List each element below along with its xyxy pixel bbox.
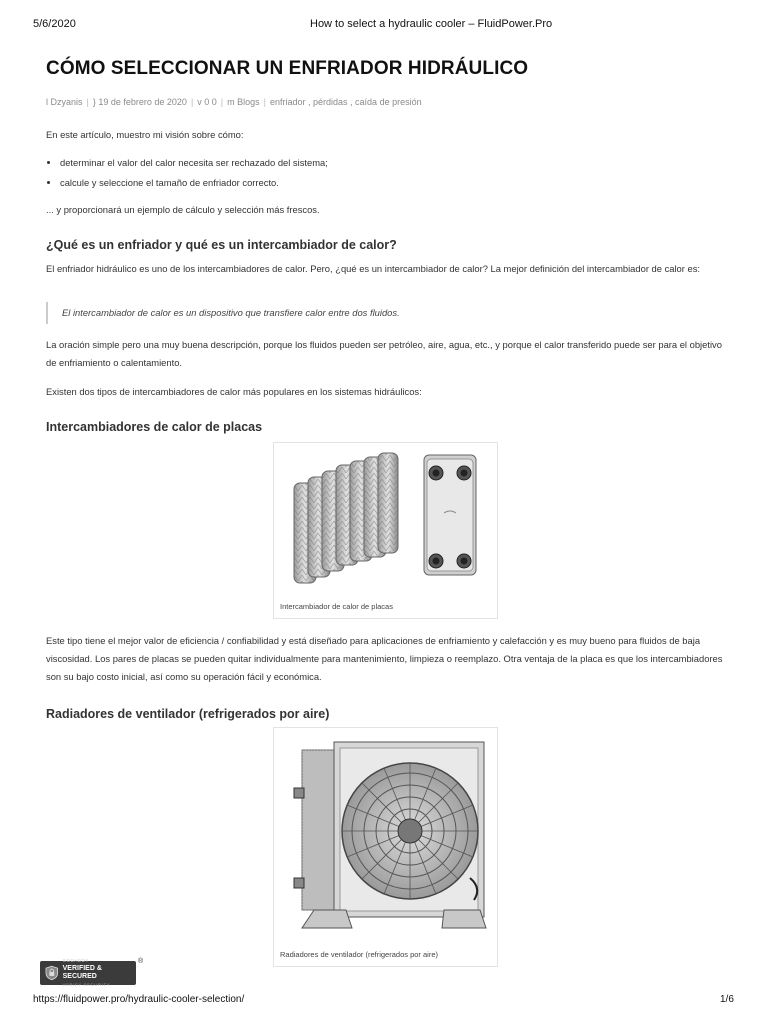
fan-radiator-image xyxy=(274,728,497,940)
types-intro-paragraph: Existen dos tipos de intercambiadores de calor más populares en los sistemas hidráulicos: xyxy=(46,386,422,397)
definition-paragraph: El enfriador hidráulico es uno de los intercambiadores de calor. Pero, ¿qué es un intercambiador de calor? La mejor definición del intercambiador de calor es: xyxy=(46,263,701,274)
section-heading-cooler: ¿Qué es un enfriador y qué es un intercambiador de calor? xyxy=(46,238,397,252)
print-date: 5/6/2020 xyxy=(33,18,76,30)
shield-icon xyxy=(45,965,59,981)
tag-links[interactable]: enfriador , pérdidas , caída de presión xyxy=(270,97,422,107)
badge-title: VERIFIED & SECURED xyxy=(62,965,102,980)
explanation-paragraph: La oración simple pero una muy buena descripción, porque los fluidos pueden ser petróleo, aire, agua, etc., y porque el calor transferido puede ser para el objetivo de enfriamiento o calentamiento. xyxy=(46,339,722,368)
meta-divider: | xyxy=(263,97,266,107)
intro-closing: ... y proporcionará un ejemplo de cálculo y selección más frescos. xyxy=(46,204,320,215)
badge-text xyxy=(63,957,136,989)
plate-exchanger-figure xyxy=(273,442,498,619)
list-item: • determinar el valor del calor necesita ser rechazado del sistema; xyxy=(60,153,726,173)
post-meta xyxy=(46,97,422,107)
section-heading-fan-radiators: Radiadores de ventilador (refrigerados por aire) xyxy=(46,707,330,721)
page-number: 1/6 xyxy=(720,994,734,1005)
author-link[interactable]: l Dzyanis xyxy=(46,97,83,107)
print-title: How to select a hydraulic cooler – FluidPower.Pro xyxy=(310,18,553,30)
figure-caption: Radiadores de ventilador (refrigerados por aire) xyxy=(280,950,438,959)
meta-divider: | xyxy=(220,97,224,107)
badge-subtitle: VERIFY SECURITY xyxy=(62,982,111,987)
definition-blockquote: El intercambiador de calor es un dispositivo que transfiere calor entre dos fluidos. xyxy=(46,302,722,324)
intro-paragraph: En este artículo, muestro mi visión sobre cómo: xyxy=(46,129,244,140)
intro-bullet-list xyxy=(46,153,726,193)
meta-divider: | xyxy=(190,97,194,107)
category-link[interactable]: m Blogs xyxy=(227,97,260,107)
print-url: https://fluidpower.pro/hydraulic-cooler-selection/ xyxy=(33,994,245,1005)
fan-radiator-figure xyxy=(273,727,498,967)
view-count: v 0 0 xyxy=(197,97,217,107)
meta-divider: | xyxy=(86,97,89,107)
post-date: } 19 de febrero de 2020 xyxy=(92,97,187,107)
plate-exchanger-paragraph: Este tipo tiene el mejor valor de eficiencia / confiabilidad y está diseñado para aplicaciones de enfriamiento y calefacción y es muy bueno para fluidos de baja viscosidad. Los pares de placas se pueden quitar individualmente para mantenimiento, limpieza o reemplazo. Otra ventaja de la placa es que los intercambiadores son su bajo costo inicial, así como su operación fácil y económica. xyxy=(46,635,723,682)
figure-caption: Intercambiador de calor de placas xyxy=(280,602,393,611)
verified-secured-badge[interactable] xyxy=(40,958,136,987)
plate-heat-exchanger-image xyxy=(274,443,497,593)
registered-mark: ® xyxy=(138,958,144,965)
list-item: • calcule y seleccione el tamaño de enfriador correcto. xyxy=(60,173,726,193)
badge-brand: GODADDY xyxy=(62,958,89,963)
page-title: CÓMO SELECCIONAR UN ENFRIADOR HIDRÁULICO xyxy=(46,58,529,79)
section-heading-plate-exchangers: Intercambiadores de calor de placas xyxy=(46,420,263,434)
